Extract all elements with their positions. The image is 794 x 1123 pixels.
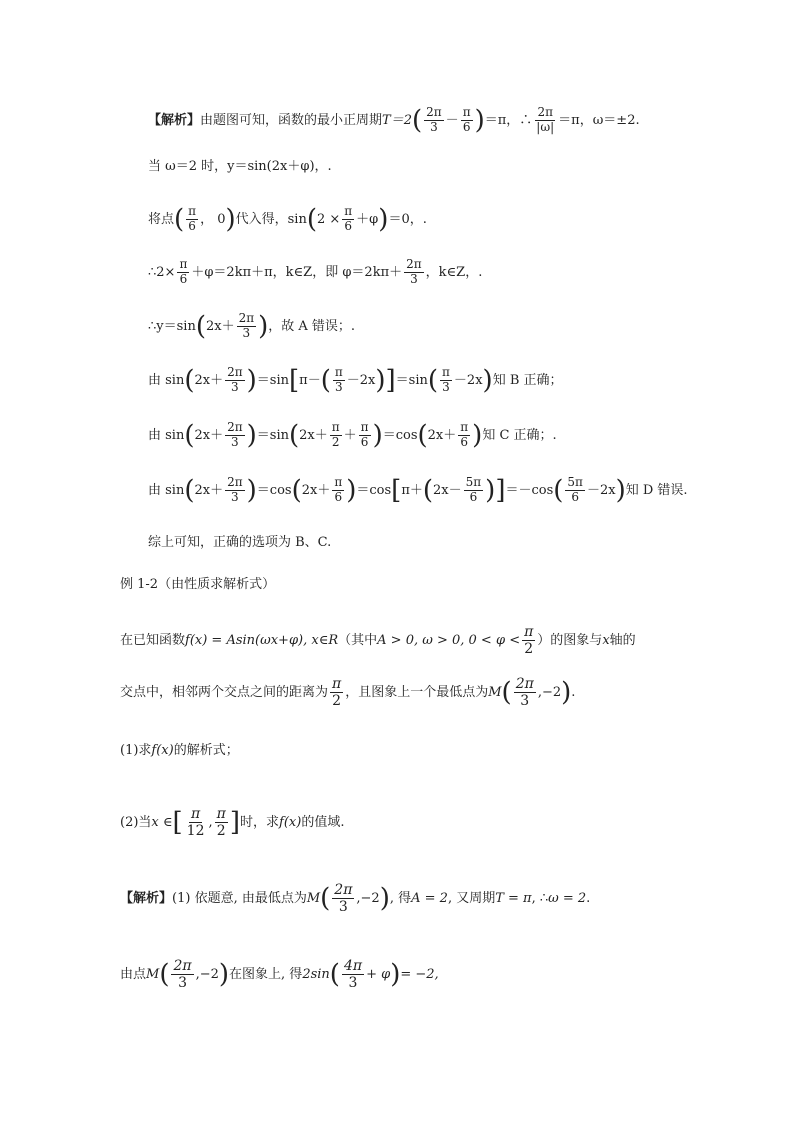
paren: ) xyxy=(372,420,383,451)
text: ∴y＝sin xyxy=(148,318,196,334)
math: M xyxy=(488,685,502,701)
text: 由 sin xyxy=(148,372,185,388)
paren: ( xyxy=(174,204,185,235)
fraction: $\frac{\pi}{6}$ xyxy=(462,105,471,134)
fraction: $\frac{\pi}{2}$ xyxy=(216,806,226,840)
text: ，且图象上一个最低点为 xyxy=(345,685,489,701)
bracket: ] xyxy=(385,365,396,396)
paren: ( xyxy=(184,420,195,451)
fraction: $\frac{\pi}{6}$ xyxy=(334,475,343,504)
question-line-2: 交点中，相邻两个交点之间的距离为 $\frac{\pi}{2}$ ，且图象上一个最低点为M( $\frac{2\pi}{3}$ ,−2). xyxy=(120,676,576,710)
text: (1) 依题意, 由最低点为 xyxy=(172,891,307,907)
text: ，k∈Z，. xyxy=(425,264,483,280)
analysis-line-2 xyxy=(148,160,332,173)
text: 由题图可知，函数的最小正周期 xyxy=(200,112,383,128)
fraction: $\frac{5\pi}{6}$ xyxy=(465,475,482,504)
math: A = 2 xyxy=(411,891,448,907)
paren: ( xyxy=(159,959,170,990)
paren: ( xyxy=(417,420,428,451)
paren: ) xyxy=(218,959,230,990)
text: 例 1-2（由性质求解析式） xyxy=(120,577,276,592)
text: , ∴ xyxy=(531,891,549,907)
paren: ) xyxy=(346,475,357,506)
text: ）的图象与 xyxy=(537,633,603,649)
math: x xyxy=(602,633,610,649)
paren: ) xyxy=(472,420,483,451)
fraction: $\frac{2\pi}{3}$ xyxy=(227,475,243,504)
fraction: $\frac{2\pi}{3}$ xyxy=(227,365,243,394)
bracket: ] xyxy=(229,807,240,838)
fraction: $\frac{\pi}{6}$ xyxy=(460,420,469,449)
analysis-line-3: 将点( $\frac{\pi}{6}$ ， 0)代入得，sin(2 × $\frac{\pi}{6}$ ＋φ)＝0，. xyxy=(148,204,427,235)
fraction: $\frac{2\pi}{3}$ xyxy=(515,676,534,710)
paren: ( xyxy=(306,204,317,235)
fraction: $\frac{\pi}{6}$ xyxy=(360,420,369,449)
math: 2sin xyxy=(302,967,330,983)
fraction: $\frac{2\pi}{|\omega|}$ xyxy=(536,105,555,134)
fraction: $\frac{\pi}{2}$ xyxy=(524,624,534,658)
fraction: $\frac{\pi}{12}$ xyxy=(186,806,205,840)
paren: ) xyxy=(615,475,626,506)
paren: ) xyxy=(258,311,269,342)
text: 代入得，sin xyxy=(235,211,307,227)
text: 的解析式； xyxy=(173,743,239,758)
text: 综上可知，正确的选项为 B、C. xyxy=(148,535,332,550)
math: x ∈ xyxy=(151,815,173,831)
paren: ) xyxy=(225,204,236,235)
text: ＝sin xyxy=(256,372,289,388)
text: ＝π，ω＝±2. xyxy=(558,112,640,128)
text: ＝0，. xyxy=(388,211,427,227)
paren: ( xyxy=(289,420,300,451)
math: M xyxy=(306,891,321,907)
text: 将点 xyxy=(148,211,175,227)
question-line-1 xyxy=(120,624,636,657)
bracket: [ xyxy=(289,365,300,396)
paren: ) xyxy=(246,365,257,396)
question-part-1 xyxy=(120,744,239,757)
paren: ( xyxy=(291,475,302,506)
text: 交点中，相邻两个交点之间的距离为 xyxy=(120,685,329,701)
text: ＝－cos xyxy=(505,482,554,498)
paren: ) xyxy=(390,959,401,990)
paren: ( xyxy=(195,311,206,342)
answer-line-1: 【解析】(1) 依题意, 由最低点为M( $\frac{2\pi}{3}$ ,−2), 得A = 2, 又周期T = π, ∴ω = 2. xyxy=(120,882,591,916)
text: ＝cos xyxy=(256,482,292,498)
fraction: $\frac{2\pi}{3}$ xyxy=(173,958,192,992)
text: 的值域. xyxy=(301,815,345,831)
math: f(x) xyxy=(279,815,302,831)
fraction: $\frac{2\pi}{3}$ xyxy=(238,311,255,340)
math: f(x) xyxy=(151,743,174,758)
paren: ( xyxy=(427,365,439,396)
fraction: $\frac{4\pi}{3}$ xyxy=(343,958,363,992)
paren: ( xyxy=(329,959,340,990)
math: ω = 2 xyxy=(548,891,587,907)
math: A > 0, ω > 0, 0 < φ < xyxy=(377,633,521,649)
analysis-label: 【解析】 xyxy=(148,112,201,128)
text: （其中 xyxy=(338,633,378,649)
analysis-line-5: ∴y＝sin(2x＋ $\frac{2\pi}{3}$ )，故 A 错误；. xyxy=(148,311,356,342)
analysis-line-4 xyxy=(148,258,482,287)
analysis-line-8: 由 sin(2x＋ $\frac{2\pi}{3}$ )＝cos(2x＋ $\frac{\pi}{6}$ )＝cos[π＋(2x－ $\frac{5\pi}{6}$ )]＝－cos( $\frac{5\pi}{6}$ －2x)知 D 错误. xyxy=(148,475,688,506)
paren: ) xyxy=(379,883,390,914)
analysis-line-6: 由 sin(2x＋ $\frac{2\pi}{3}$ )＝sin[π－( $\frac{\pi}{3}$ －2x)]＝sin( $\frac{\pi}{3}$ －2x)知 B 正确； xyxy=(148,365,563,396)
math: M xyxy=(146,967,160,983)
text: 由点 xyxy=(120,967,147,983)
text: , 得 xyxy=(389,891,412,907)
fraction: $\frac{\pi}{3}$ xyxy=(334,365,343,394)
text: ＝sin xyxy=(395,372,428,388)
text: 时，求 xyxy=(240,815,280,831)
text: 当 ω＝2 时，y＝sin(2x＋φ)，. xyxy=(148,159,332,174)
text: 轴的 xyxy=(609,633,636,649)
fraction: $\frac{2\pi}{3}$ xyxy=(426,105,442,134)
text: 由 sin xyxy=(148,482,185,498)
text: 知 D 错误. xyxy=(625,482,688,498)
text: 在图象上, 得 xyxy=(229,967,303,983)
text: 由 sin xyxy=(148,427,185,443)
example-title xyxy=(120,578,275,591)
paren: ( xyxy=(553,475,564,506)
paren: ( xyxy=(184,475,195,506)
fraction: $\frac{\pi}{2}$ xyxy=(331,420,340,449)
math: T＝2 xyxy=(382,112,412,128)
text: ，故 A 错误；. xyxy=(268,318,356,334)
question-part-2: (2)当x ∈[ $\frac{\pi}{12}$ , $\frac{\pi}{2}$ ]时，求f(x)的值域. xyxy=(120,806,345,840)
text: ∴2× xyxy=(148,264,176,280)
fraction: $\frac{2\pi}{3}$ xyxy=(406,257,422,286)
paren: ) xyxy=(485,475,496,506)
text: 在已知函数 xyxy=(120,633,186,649)
text: ＝cos xyxy=(382,427,418,443)
text: (1)求 xyxy=(120,743,152,758)
analysis-conclusion xyxy=(148,536,331,549)
analysis-label: 【解析】 xyxy=(120,891,173,907)
fraction: $\frac{\pi}{3}$ xyxy=(442,365,450,394)
paren: ( xyxy=(320,365,331,396)
text: (2)当 xyxy=(120,815,152,831)
math: = −2, xyxy=(400,967,439,983)
analysis-line-1: 【解析】由题图可知，函数的最小正周期T＝2( $\frac{2\pi}{3}$ － $\frac{\pi}{6}$ )＝π，∴ $\frac{2\pi}{|\omega|}$ ＝π，ω＝±2. xyxy=(148,105,640,136)
math: T = π xyxy=(495,891,532,907)
fraction: $\frac{\pi}{6}$ xyxy=(344,204,353,233)
paren: ) xyxy=(474,105,485,136)
fraction: $\frac{\pi}{6}$ xyxy=(179,257,188,286)
fraction: $\frac{\pi}{2}$ xyxy=(332,676,342,710)
paren: ) xyxy=(246,475,257,506)
fraction: $\frac{2\pi}{3}$ xyxy=(227,420,243,449)
text: ＋φ＝2kπ＋π，k∈Z，即 φ＝2kπ＋ xyxy=(191,264,403,280)
paren: ( xyxy=(184,365,195,396)
text: ＝π，∴ xyxy=(484,112,533,128)
text: ＝sin xyxy=(256,427,289,443)
bracket: ] xyxy=(495,475,506,506)
paren: ( xyxy=(320,883,331,914)
paren: ( xyxy=(411,105,423,136)
text: 知 C 正确；. xyxy=(482,427,557,443)
paren: ( xyxy=(422,475,434,506)
paren: ) xyxy=(482,365,493,396)
fraction: $\frac{\pi}{6}$ xyxy=(188,204,197,233)
paren: ) xyxy=(561,677,572,708)
bracket: [ xyxy=(172,807,183,838)
paren: ( xyxy=(501,677,512,708)
text: , 又周期 xyxy=(447,891,496,907)
paren: ) xyxy=(246,420,257,451)
text: 知 B 正确； xyxy=(492,372,563,388)
fraction: $\frac{5\pi}{6}$ xyxy=(567,475,583,504)
analysis-line-7: 由 sin(2x＋ $\frac{2\pi}{3}$ )＝sin(2x＋ $\frac{\pi}{2}$ ＋ $\frac{\pi}{6}$ )＝cos(2x＋ $\frac{\pi}{6}$ )知 C 正确；. xyxy=(148,420,557,451)
answer-line-2: 由点M( $\frac{2\pi}{3}$ ,−2)在图象上, 得2sin( $\frac{4\pi}{3}$ + φ)= −2, xyxy=(120,958,439,992)
paren: ) xyxy=(378,204,389,235)
math: f(x) = Asin(ωx+φ), x∈R xyxy=(185,633,339,649)
text: ＝cos xyxy=(356,482,392,498)
paren: ) xyxy=(375,365,386,396)
fraction: $\frac{2\pi}{3}$ xyxy=(334,882,353,916)
bracket: [ xyxy=(391,475,402,506)
